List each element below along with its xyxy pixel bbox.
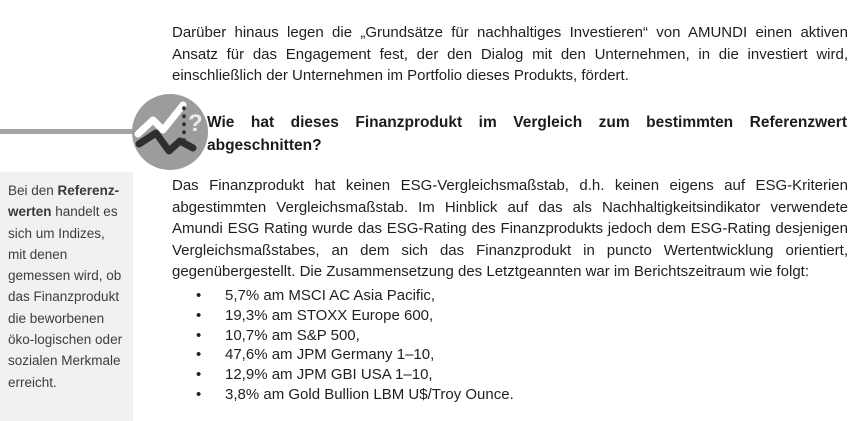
benchmark-list-item: • 10,7% am S&P 500, bbox=[172, 326, 848, 346]
benchmark-list-item: • 3,8% am Gold Bullion LBM U$/Troy Ounce. bbox=[172, 385, 848, 405]
answer-section bbox=[172, 175, 848, 405]
sidebar-note-term: Referenz-werten bbox=[8, 183, 120, 220]
benchmark-list bbox=[172, 286, 848, 405]
intro-paragraph: Darüber hinaus legen die „Grundsätze für nachhaltiges Investieren“ von AMUNDI einen aktiven Ansatz für das Engagement fest, der den Dialog mit den Unternehmen, in die investiert wird, einschließlich der Unternehmen im Portfolio dieses Produkts, fördert. bbox=[172, 24, 848, 85]
section-connector-line bbox=[0, 129, 150, 134]
benchmark-list-item: • 5,7% am MSCI AC Asia Pacific, bbox=[172, 286, 848, 306]
line-chart-question-icon bbox=[131, 93, 209, 171]
benchmark-list-item: • 12,9% am JPM GBI USA 1–10, bbox=[172, 365, 848, 385]
benchmark-list-item: • 47,6% am JPM Germany 1–10, bbox=[172, 345, 848, 365]
line-chart-question-svg bbox=[131, 93, 209, 171]
sidebar-note bbox=[0, 172, 133, 421]
benchmark-list-item: • 19,3% am STOXX Europe 600, bbox=[172, 306, 848, 326]
answer-paragraph: Das Finanzprodukt hat keinen ESG-Vergleichsmaßstab, d.h. keinen eigens auf ESG-Kriterien abgestimmten Vergleichsmaßstab. Im Hinblick auf das als Nachhaltigkeitsindikator verwendete Amundi ESG Rating wurde das ESG-Rating des Finanzprodukts jedoch dem ESG-Rating desjenigen Vergleichsmaßstabes, an dem sich das Finanzprodukt in puncto Wertentwicklung orientiert, gegenübergestellt. Die Zusammensetzung des Letztgeannten war im Berichtszeitraum wie folgt: bbox=[172, 177, 848, 281]
svg-text:?: ? bbox=[188, 110, 203, 137]
sidebar-note-prefix: Bei den bbox=[8, 183, 58, 198]
question-heading: Wie hat dieses Finanzprodukt im Vergleich zum bestimmten Referenzwert abgeschnitten? bbox=[207, 114, 847, 154]
sidebar-note-rest: handelt es sich um Indizes, mit denen gemessen wird, ob das Finanzprodukt die beworbenen öko-logischen oder sozialen Merkmale erreicht. bbox=[8, 204, 123, 390]
